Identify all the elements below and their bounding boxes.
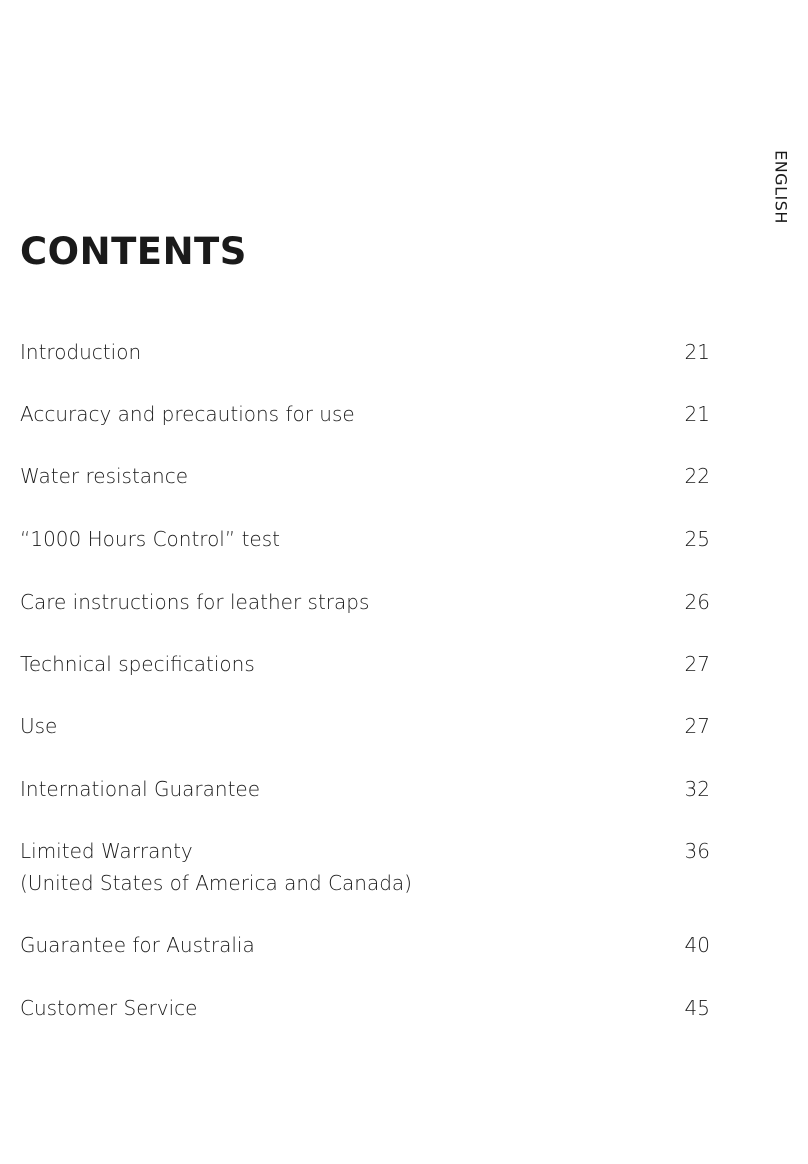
toc-entry-title: Care instructions for leather straps bbox=[20, 590, 370, 614]
toc-entry-title: “1000 Hours Control” test bbox=[20, 527, 280, 551]
page-title: CONTENTS bbox=[20, 230, 247, 273]
toc-entry[interactable] bbox=[20, 336, 710, 368]
toc-entry-title: International Guarantee bbox=[20, 777, 261, 801]
toc-entry-page: 45 bbox=[684, 996, 710, 1020]
toc-entry-page: 27 bbox=[684, 714, 710, 738]
toc-entry[interactable] bbox=[20, 992, 710, 1024]
toc-entry[interactable] bbox=[20, 460, 710, 492]
toc-entry[interactable] bbox=[20, 773, 710, 805]
toc-entry-title: Guarantee for Australia bbox=[20, 933, 255, 957]
toc-entry-title: Water resistance bbox=[20, 464, 189, 488]
toc-entry[interactable] bbox=[20, 929, 710, 961]
toc-entry[interactable] bbox=[20, 398, 710, 430]
toc-entry[interactable] bbox=[20, 523, 710, 555]
toc-entry-page: 36 bbox=[684, 839, 710, 863]
toc-entry-page: 40 bbox=[684, 933, 710, 957]
toc-entry-page: 25 bbox=[684, 527, 710, 551]
toc-entry-page: 26 bbox=[684, 590, 710, 614]
toc-entry-page: 32 bbox=[684, 777, 710, 801]
toc-entry-subtitle: (United States of America and Canada) bbox=[20, 871, 412, 895]
toc-entry-title: Limited Warranty bbox=[20, 839, 193, 863]
toc-entry-page: 21 bbox=[684, 340, 710, 364]
toc-entry-title: Introduction bbox=[20, 340, 142, 364]
toc-entry-title: Accuracy and precautions for use bbox=[20, 402, 355, 426]
toc-entry-title: Customer Service bbox=[20, 996, 198, 1020]
toc-entry-title: Technical specifications bbox=[20, 652, 255, 676]
toc-entry-title: Use bbox=[20, 714, 58, 738]
toc-entry[interactable] bbox=[20, 586, 710, 618]
language-tab: ENGLISH bbox=[771, 150, 791, 224]
toc-entry-page: 27 bbox=[684, 652, 710, 676]
toc-entry[interactable] bbox=[20, 835, 710, 899]
toc-entry[interactable] bbox=[20, 648, 710, 680]
toc-entry-page: 21 bbox=[684, 402, 710, 426]
toc-entry[interactable] bbox=[20, 710, 710, 742]
toc-entry-page: 22 bbox=[684, 464, 710, 488]
